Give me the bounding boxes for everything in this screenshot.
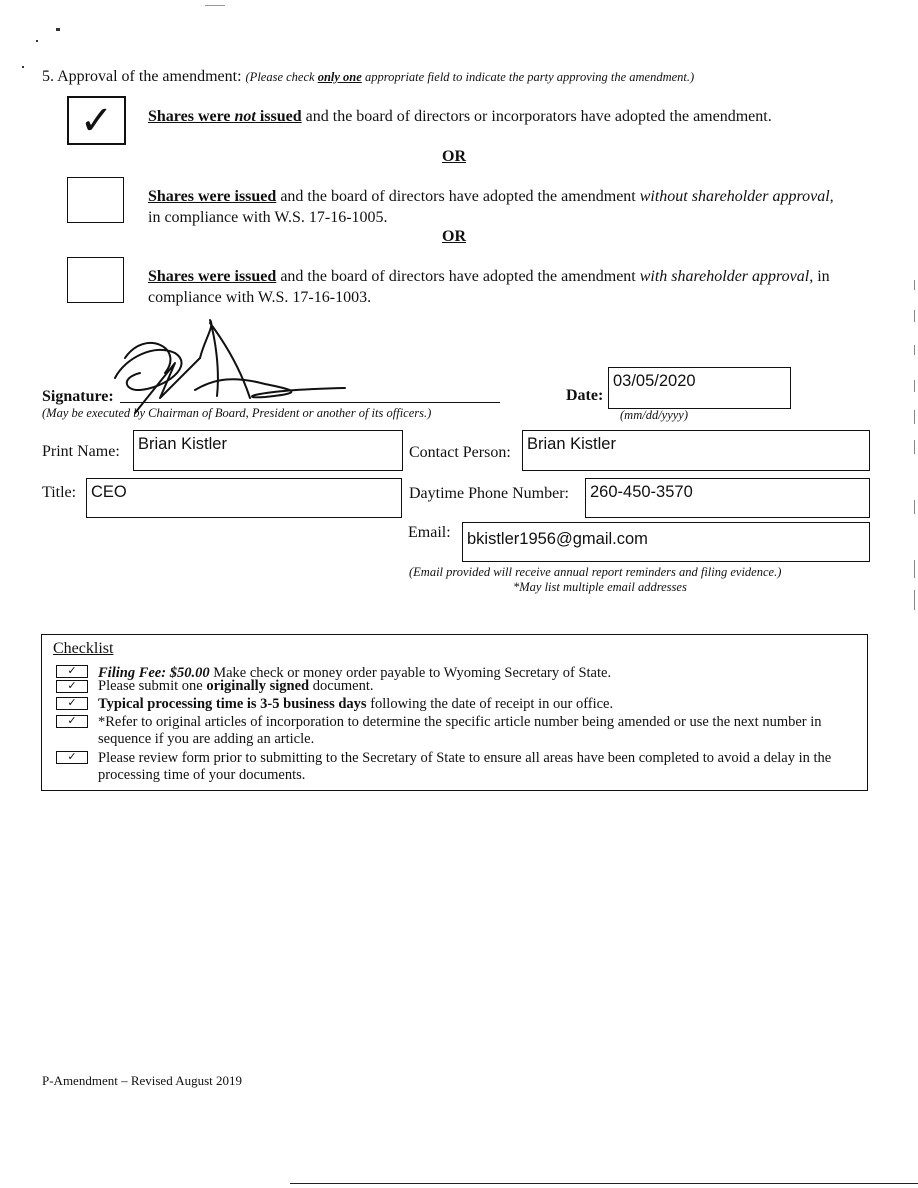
print-name-value: Brian Kistler bbox=[138, 435, 227, 453]
scan-speck bbox=[56, 28, 60, 31]
bottom-rule bbox=[290, 1183, 918, 1184]
scan-edge-mark bbox=[914, 380, 915, 392]
email-note-multiple: *May list multiple email addresses bbox=[513, 580, 687, 594]
scan-edge-mark bbox=[914, 310, 915, 322]
handwritten-signature[interactable] bbox=[105, 318, 355, 418]
date-label: Date: bbox=[566, 387, 604, 404]
scan-speck bbox=[22, 66, 24, 68]
checklist-checkbox[interactable]: ✓ bbox=[56, 697, 88, 710]
contact-person-label: Contact Person: bbox=[409, 444, 511, 461]
scan-edge-mark bbox=[914, 280, 915, 290]
scan-edge-mark bbox=[914, 590, 915, 610]
checklist-item-processing: Typical processing time is 3-5 business days following the date of receipt in our office. bbox=[98, 696, 614, 712]
option-not-issued-text: Shares were not issued and the board of directors or incorporators have adopted the amendment. bbox=[148, 108, 772, 125]
checklist-checkbox[interactable]: ✓ bbox=[56, 680, 88, 693]
signature-label: Signature: bbox=[42, 388, 114, 405]
footer-revision: P-Amendment – Revised August 2019 bbox=[42, 1073, 243, 1088]
phone-input[interactable] bbox=[585, 478, 870, 518]
scan-speck bbox=[205, 5, 225, 6]
checklist-item-signed: Please submit one originally signed document. bbox=[98, 678, 374, 694]
or-separator: OR bbox=[442, 228, 466, 245]
title-input[interactable] bbox=[86, 478, 402, 518]
date-format-note: (mm/dd/yyyy) bbox=[620, 408, 689, 422]
checklist-title: Checklist bbox=[53, 640, 114, 657]
section-title: 5. Approval of the amendment: bbox=[42, 68, 242, 85]
date-value: 03/05/2020 bbox=[613, 372, 696, 390]
checklist-box bbox=[41, 634, 868, 791]
scan-edge-mark bbox=[914, 410, 915, 424]
or-separator: OR bbox=[442, 148, 466, 165]
email-value: bkistler1956@gmail.com bbox=[467, 530, 648, 548]
checklist-checkbox[interactable]: ✓ bbox=[56, 715, 88, 728]
option-not-issued-checkbox[interactable] bbox=[67, 96, 126, 145]
section-instruction: (Please check only one appropriate field to indicate the party approving the amendment.) bbox=[245, 70, 695, 84]
option-issued-without-approval-checkbox[interactable] bbox=[67, 177, 124, 223]
scan-edge-mark bbox=[914, 500, 915, 514]
title-label: Title: bbox=[42, 484, 77, 501]
title-value: CEO bbox=[91, 483, 127, 501]
print-name-input[interactable] bbox=[133, 430, 403, 471]
email-input[interactable] bbox=[462, 522, 870, 562]
contact-person-value: Brian Kistler bbox=[527, 435, 616, 453]
phone-label: Daytime Phone Number: bbox=[409, 485, 569, 502]
option-issued-without-approval-text: Shares were issued and the board of directors have adopted the amendment without shareholder approval, in compliance with W.S. 17-16-1005. bbox=[148, 188, 834, 226]
checklist-checkbox[interactable]: ✓ bbox=[56, 751, 88, 764]
scan-edge-mark bbox=[914, 560, 915, 578]
signature-note: (May be executed by Chairman of Board, President or another of its officers.) bbox=[42, 406, 432, 420]
scan-edge-mark bbox=[914, 440, 915, 454]
section-heading bbox=[42, 68, 694, 86]
email-note: (Email provided will receive annual report reminders and filing evidence.) bbox=[409, 565, 782, 579]
scan-speck bbox=[36, 40, 38, 42]
date-input[interactable] bbox=[608, 367, 791, 409]
contact-person-input[interactable] bbox=[522, 430, 870, 471]
scan-edge-mark bbox=[914, 345, 915, 355]
checklist-item-review: Please review form prior to submitting to the Secretary of State to ensure all areas have been completed to avoid a delay in the processing time of your documents. bbox=[98, 750, 832, 783]
phone-value: 260-450-3570 bbox=[590, 483, 693, 501]
checklist-item-refer: *Refer to original articles of incorporation to determine the specific article number being amended or use the next number in sequence if you are adding an article. bbox=[98, 714, 822, 747]
checklist-checkbox[interactable]: ✓ bbox=[56, 665, 88, 678]
checkmark-icon: ✓ bbox=[79, 97, 114, 144]
option-issued-with-approval-text: Shares were issued and the board of directors have adopted the amendment with shareholder approval, in compliance with W.S. 17-16-1003. bbox=[148, 268, 830, 306]
option-issued-with-approval-checkbox[interactable] bbox=[67, 257, 124, 303]
print-name-label: Print Name: bbox=[42, 443, 120, 460]
email-label: Email: bbox=[408, 524, 451, 541]
checklist-item-fee: Filing Fee: $50.00 Make check or money order payable to Wyoming Secretary of State. bbox=[98, 665, 612, 681]
